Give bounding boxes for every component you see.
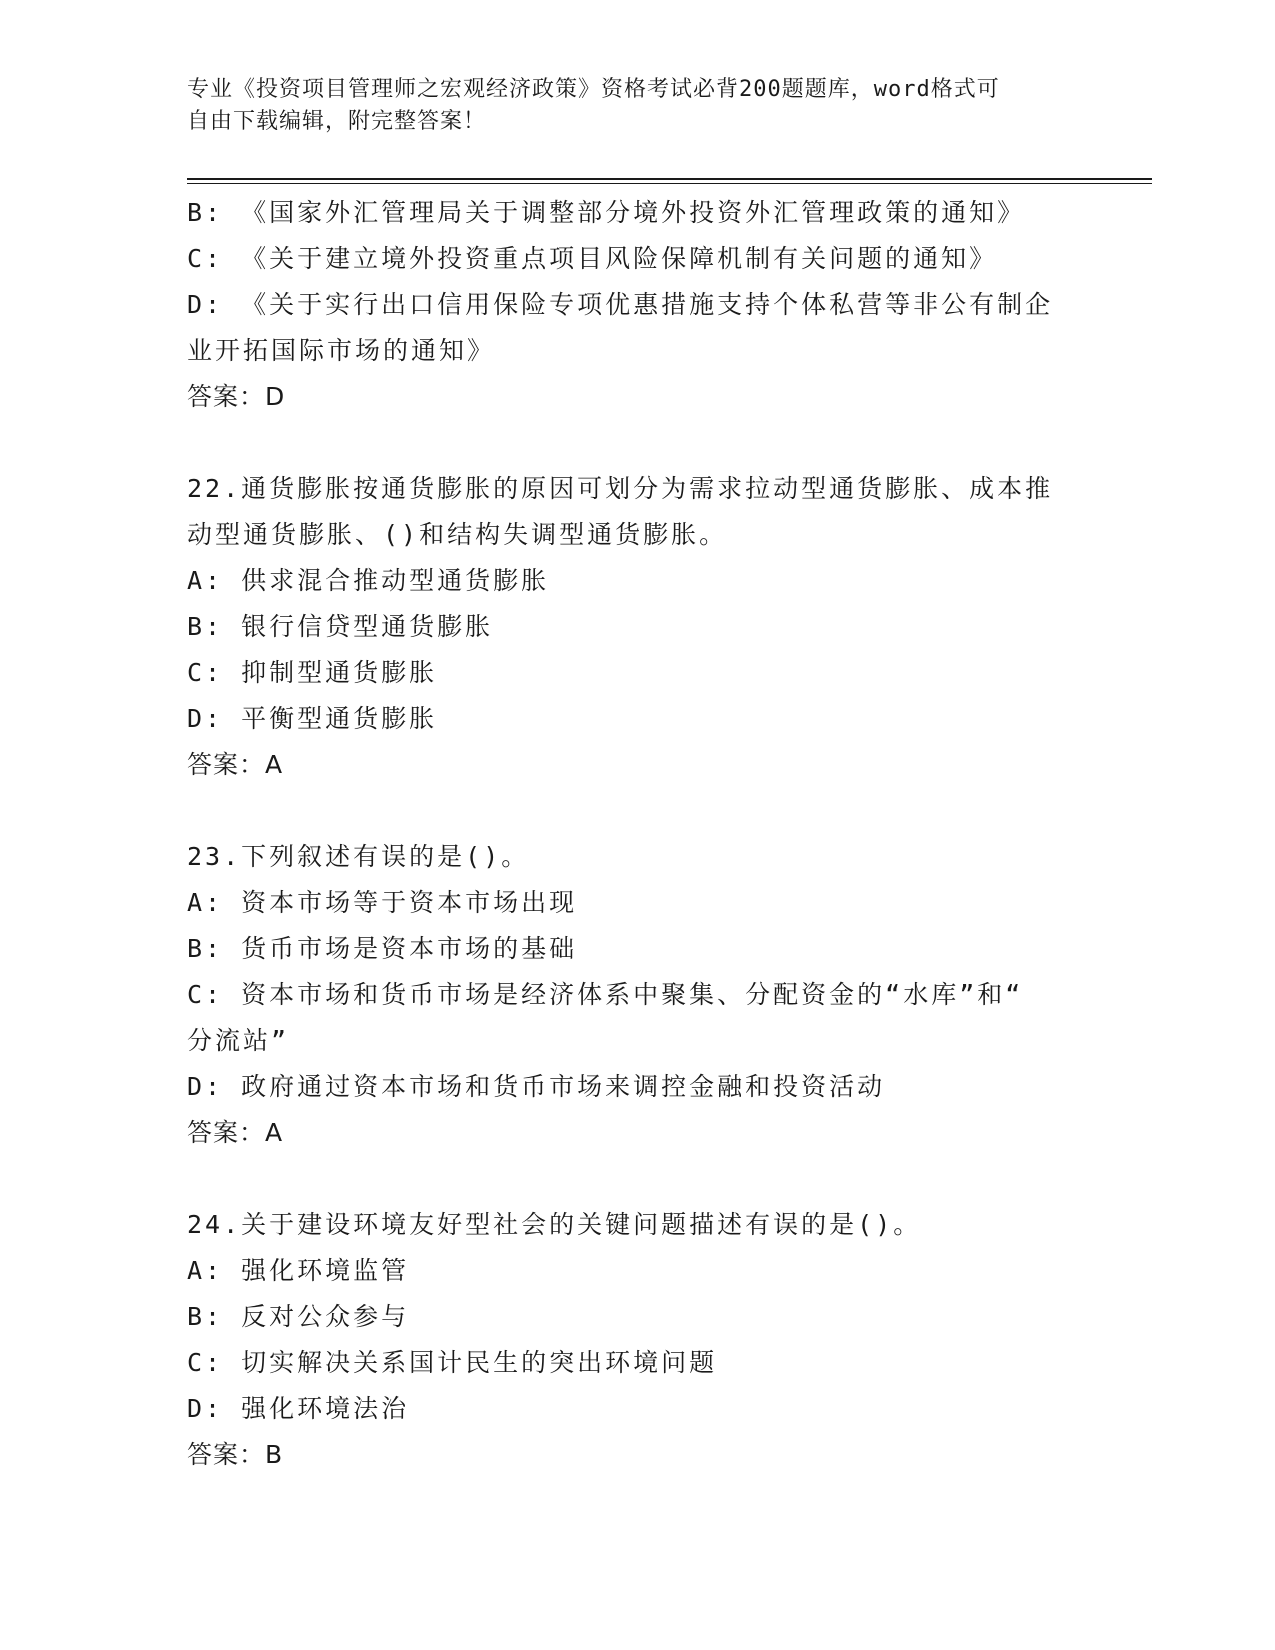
- option-b: B: 货币市场是资本市场的基础: [187, 934, 578, 963]
- option-d-line-1: D: 《关于实行出口信用保险专项优惠措施支持个体私营等非公有制企: [187, 290, 1054, 319]
- option-c: C: 抑制型通货膨胀: [187, 658, 438, 687]
- option-a: A: 资本市场等于资本市场出现: [187, 888, 578, 917]
- option-d-line-2: 业开拓国际市场的通知》: [187, 336, 496, 365]
- question-23: [187, 834, 1067, 1156]
- option-c-line-1: C: 资本市场和货币市场是经济体系中聚集、分配资金的“水库”和“: [187, 980, 1024, 1009]
- option-d: D: 政府通过资本市场和货币市场来调控金融和投资活动: [187, 1072, 886, 1101]
- question-stem-line-2: 动型通货膨胀、()和结构失调型通货膨胀。: [187, 520, 728, 549]
- header-divider-thin: [187, 183, 1152, 184]
- option-c: C: 切实解决关系国计民生的突出环境问题: [187, 1348, 718, 1377]
- header-divider-thick: [187, 178, 1152, 180]
- option-d: D: 强化环境法治: [187, 1394, 410, 1423]
- option-a: A: 供求混合推动型通货膨胀: [187, 566, 550, 595]
- header-line-1: 专业《投资项目管理师之宏观经济政策》资格考试必背200题题库，word格式可: [187, 77, 1000, 102]
- question-stem: 24.关于建设环境友好型社会的关键问题描述有误的是()。: [187, 1210, 922, 1239]
- option-a: A: 强化环境监管: [187, 1256, 410, 1285]
- question-22: [187, 466, 1067, 788]
- document-header: [187, 74, 1067, 138]
- option-d: D: 平衡型通货膨胀: [187, 704, 438, 733]
- question-list: [187, 190, 1067, 1478]
- answer-label: 答案：B: [187, 1440, 284, 1469]
- question-21: [187, 190, 1067, 420]
- question-24: [187, 1202, 1067, 1478]
- option-b: B: 《国家外汇管理局关于调整部分境外投资外汇管理政策的通知》: [187, 198, 1026, 227]
- option-b: B: 反对公众参与: [187, 1302, 410, 1331]
- question-stem: 23.下列叙述有误的是()。: [187, 842, 530, 871]
- option-c-line-2: 分流站”: [187, 1026, 290, 1055]
- header-line-2: 自由下载编辑，附完整答案！: [187, 109, 487, 134]
- answer-label: 答案：A: [187, 1118, 284, 1147]
- question-stem-line-1: 22.通货膨胀按通货膨胀的原因可划分为需求拉动型通货膨胀、成本推: [187, 474, 1054, 503]
- answer-label: 答案：D: [187, 382, 286, 411]
- answer-label: 答案：A: [187, 750, 284, 779]
- option-b: B: 银行信贷型通货膨胀: [187, 612, 494, 641]
- option-c: C: 《关于建立境外投资重点项目风险保障机制有关问题的通知》: [187, 244, 998, 273]
